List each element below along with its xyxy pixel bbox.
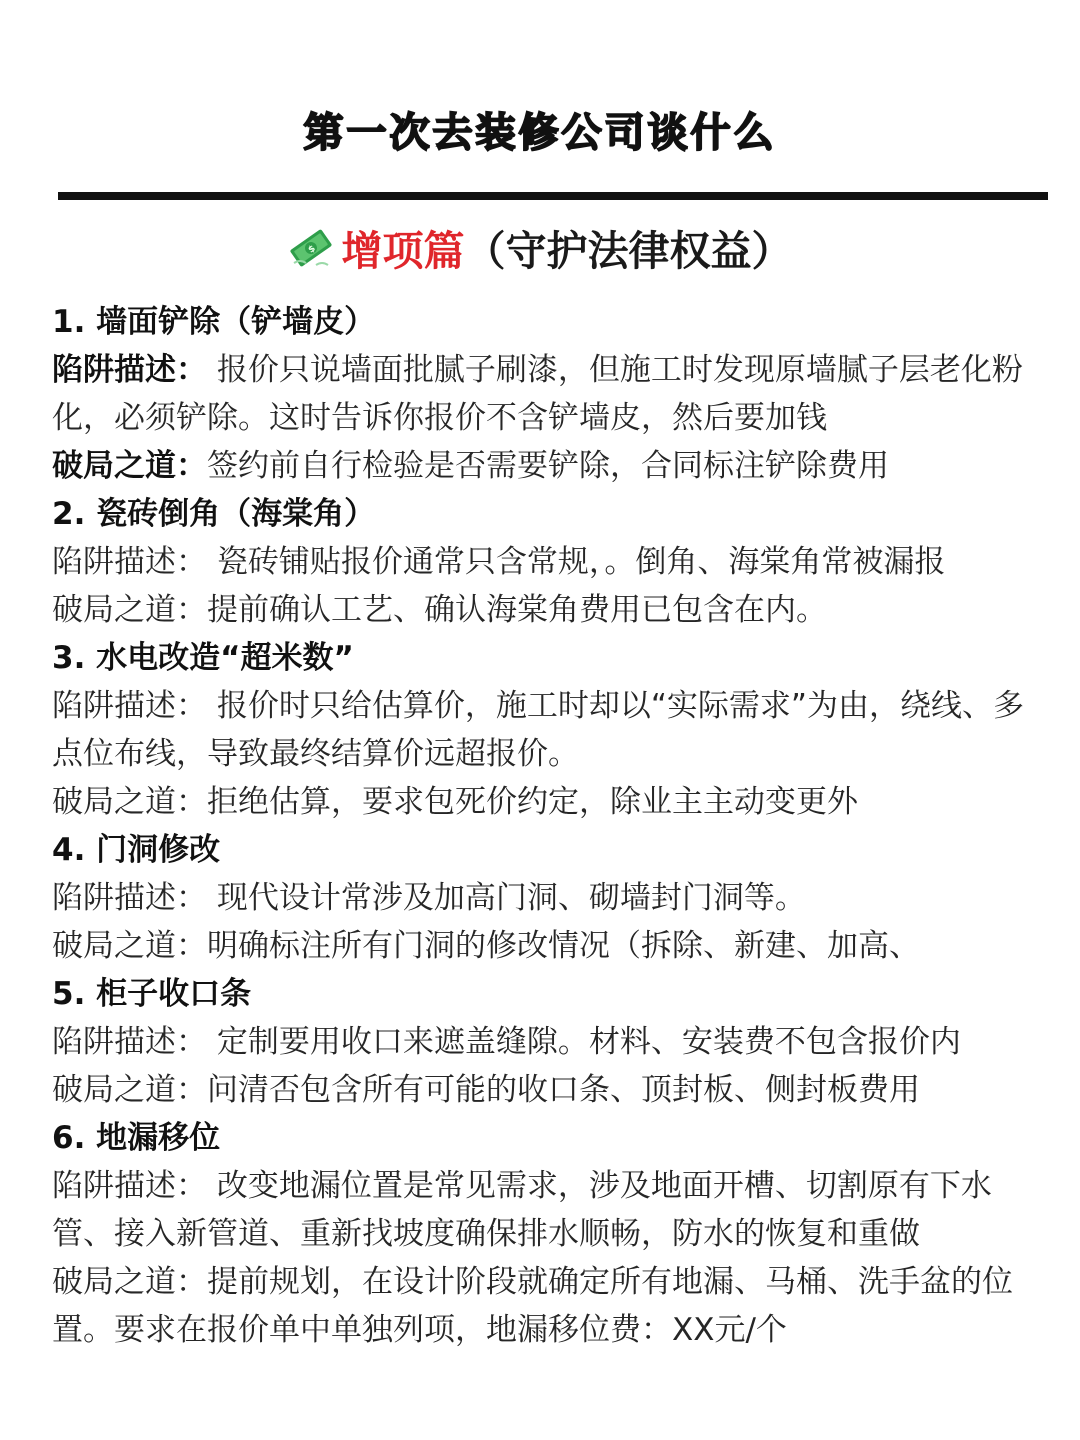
solution-text: 明确标注所有门洞的修改情况（拆除、新建、加高、 [207,928,920,964]
title-divider [58,192,1048,200]
trap-text: 报价时只给估算价，施工时却以“实际需求”为由，绕线、多点位布线，导致最终结算价远超报价。 [52,688,1024,772]
trap-text: 现代设计常涉及加高门洞、砌墙封门洞等。 [207,880,806,916]
solution [52,1258,1027,1354]
solution-text: 提前确认工艺、确认海棠角费用已包含在内。 [207,592,827,628]
trap-description [52,1018,1027,1066]
section-5 [52,970,1027,1114]
page-title: 第一次去装修公司谈什么 [303,110,777,156]
section-heading: 6. 地漏移位 [52,1120,221,1156]
trap-label: 陷阱描述： [52,880,207,916]
trap-text: 定制要用收口来遮盖缝隙。材料、安装费不包含报价内 [207,1024,961,1060]
section-1 [52,298,1027,490]
trap-description [52,874,1027,922]
trap-text: 瓷砖铺贴报价通常只含常规，。倒角、海棠角常被漏报 [207,544,946,580]
solution-label: 破局之道： [52,784,207,820]
section-heading: 2. 瓷砖倒角（海棠角） [52,496,376,532]
section-heading: 1. 墙面铲除（铲墙皮） [52,304,376,340]
trap-text: 改变地漏位置是常见需求，涉及地面开槽、切割原有下水管、接入新管道、重新找坡度确保排水顺畅，防水的恢复和重做 [52,1168,992,1252]
trap-description [52,538,1027,586]
solution-label: 破局之道： [52,1072,207,1108]
solution-label: 破局之道： [52,928,207,964]
solution-label: 破局之道： [52,1264,207,1300]
section-heading: 3. 水电改造“超米数” [52,640,354,676]
section-3 [52,634,1027,826]
solution [52,778,1027,826]
section-2 [52,490,1027,634]
trap-label: 陷阱描述： [52,688,207,724]
trap-label: 陷阱描述： [52,1024,207,1060]
money-with-wings-icon [288,225,334,271]
trap-label: 陷阱描述： [52,544,207,580]
section-6 [52,1114,1027,1354]
subtitle [0,222,1080,280]
subtitle-highlight: 增项篇 [341,227,465,275]
solution-label: 破局之道： [52,592,207,628]
section-heading: 5. 柜子收口条 [52,976,252,1012]
solution-text: 拒绝估算，要求包死价约定，除业主主动变更外 [207,784,858,820]
trap-description [52,1162,1027,1258]
solution-text: 问清否包含所有可能的收口条、顶封板、侧封板费用 [207,1072,920,1108]
trap-description [52,346,1027,442]
trap-label: 陷阱描述： [52,1168,207,1204]
solution-label: 破局之道： [52,448,207,484]
solution [52,1066,1027,1114]
solution-text: 提前规划，在设计阶段就确定所有地漏、马桶、洗手盆的位置。要求在报价单中单独列项，地漏移位费：XX元/个 [52,1264,1013,1348]
solution [52,922,1027,970]
solution-text: 签约前自行检验是否需要铲除，合同标注铲除费用 [207,448,889,484]
solution [52,586,1027,634]
svg-text:$: $ [306,243,318,256]
article-body [52,298,1027,1354]
trap-text: 报价只说墙面批腻子刷漆，但施工时发现原墙腻子层老化粉化，必须铲除。这时告诉你报价不含铲墙皮，然后要加钱 [52,352,1023,436]
section-4 [52,826,1027,970]
solution [52,442,1027,490]
trap-description [52,682,1027,778]
subtitle-rest: （守护法律权益） [464,227,793,275]
trap-label: 陷阱描述： [52,352,207,388]
section-heading: 4. 门洞修改 [52,832,221,868]
